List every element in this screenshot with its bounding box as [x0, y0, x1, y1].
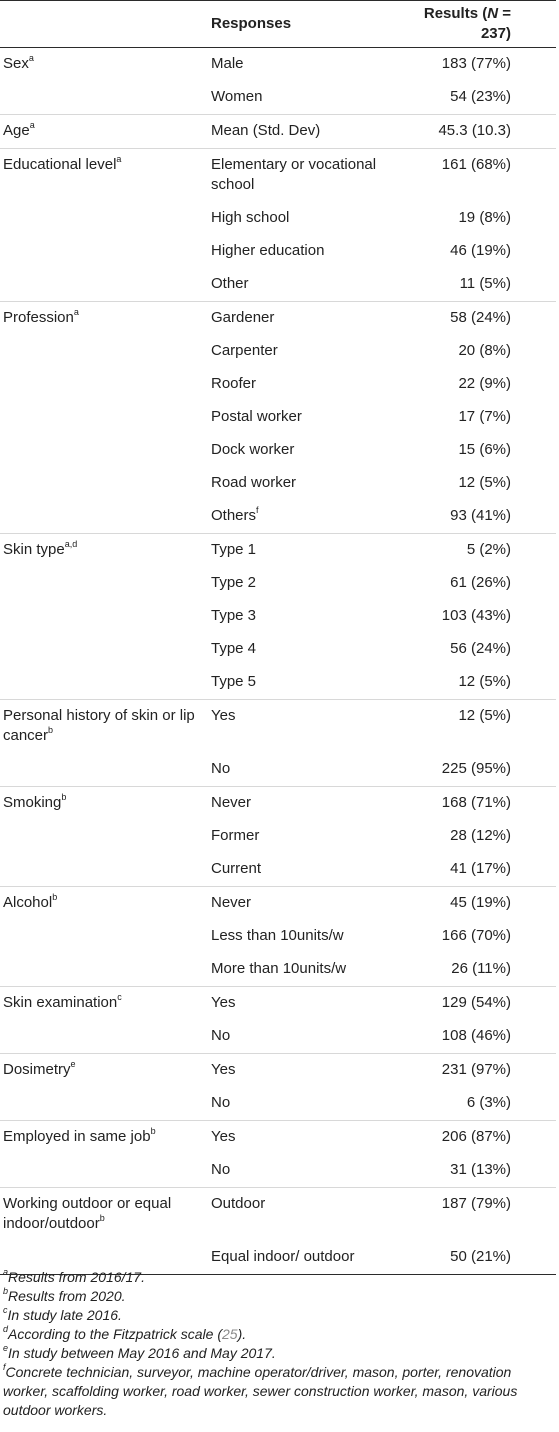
result-cell: 50 (21%) [408, 1241, 556, 1275]
variable-cell [0, 600, 211, 633]
variable-cell [0, 853, 211, 887]
variable-label: Skin type [3, 541, 65, 558]
result-cell: 41 (17%) [450, 860, 511, 877]
response-label: No [211, 1027, 231, 1044]
result-cell: 231 (97%) [408, 1054, 556, 1088]
table-row [0, 753, 556, 787]
response-label: Roofer [211, 375, 257, 392]
response-cell [211, 666, 408, 700]
result-cell: 12 (5%) [458, 673, 511, 690]
result-cell: 56 (24%) [450, 640, 511, 657]
table-row [0, 81, 556, 115]
result-cell: 225 (95%) [441, 760, 511, 777]
response-cell [211, 1020, 408, 1054]
response-cell [211, 1188, 408, 1242]
citation-link[interactable]: 25 [222, 1326, 238, 1342]
variable-cell [0, 202, 211, 235]
response-cell [211, 953, 408, 987]
response-cell [211, 368, 408, 401]
result-cell: 129 (54%) [408, 987, 556, 1021]
variable-cell [0, 48, 211, 82]
response-label: Other [211, 275, 249, 292]
response-cell [211, 48, 408, 82]
table-row [0, 887, 556, 921]
response-cell [211, 1087, 408, 1121]
result-cell: 6 (3%) [466, 1094, 511, 1111]
variable-cell [0, 81, 211, 115]
response-cell [211, 81, 408, 115]
variable-label: Sex [3, 55, 29, 72]
response-cell [211, 534, 408, 568]
result-cell: 161 (68%) [408, 149, 556, 203]
variable-cell [0, 700, 211, 754]
variable-cell [0, 115, 211, 149]
response-cell [211, 633, 408, 666]
result-cell: 54 (23%) [450, 88, 511, 105]
header-variable [0, 1, 211, 48]
response-cell [211, 434, 408, 467]
response-cell [211, 567, 408, 600]
variable-cell [0, 987, 211, 1021]
footnote-mark: a [73, 307, 79, 317]
table-row [0, 401, 556, 434]
result-cell: 103 (43%) [441, 607, 511, 624]
response-cell [211, 920, 408, 953]
result-cell: 166 (70%) [441, 927, 511, 944]
table-row [0, 302, 556, 336]
table-row [0, 115, 556, 149]
response-cell [211, 853, 408, 887]
result-cell: 58 (24%) [408, 302, 556, 336]
response-cell [211, 700, 408, 754]
result-cell: 45.3 (10.3) [408, 115, 556, 149]
table-row [0, 567, 556, 600]
response-cell [211, 787, 408, 821]
variable-cell [0, 268, 211, 302]
footnote-text: Results from 2020. [8, 1288, 126, 1304]
variable-cell [0, 666, 211, 700]
response-label: Postal worker [211, 408, 302, 425]
table-row [0, 368, 556, 401]
response-label: Others [211, 507, 257, 524]
response-label: Type 4 [211, 640, 257, 657]
response-label: Type 5 [211, 673, 257, 690]
result-cell: 22 (9%) [458, 375, 511, 392]
response-label: Less than 10units/w [211, 927, 344, 944]
footnote [3, 1325, 555, 1344]
table-row [0, 853, 556, 887]
footnote-mark: e [3, 1343, 9, 1354]
footnote-mark: b [150, 1126, 156, 1136]
response-label: Yes [211, 707, 236, 724]
footnote-mark: b [48, 725, 54, 735]
table-row [0, 666, 556, 700]
response-label: Equal indoor/ outdoor [211, 1248, 355, 1265]
footnote-text: Concrete technician, surveyor, machine operator/driver, mason, porter, renovation worker, scaffolding worker, road worker, sewer construction worker, mason, various outdoor workers. [3, 1364, 518, 1418]
table-row [0, 202, 556, 235]
response-label: Yes [211, 994, 236, 1011]
table-row [0, 268, 556, 302]
footnote [3, 1344, 555, 1363]
footnote-mark: a,d [64, 539, 78, 549]
table-row [0, 434, 556, 467]
response-cell [211, 235, 408, 268]
table-header [0, 1, 556, 48]
response-cell [211, 115, 408, 149]
variable-label: Educational level [3, 156, 117, 173]
response-label: Carpenter [211, 342, 278, 359]
result-cell: 61 (26%) [450, 574, 511, 591]
variable-label: Alcohol [3, 894, 53, 911]
footnote [3, 1287, 555, 1306]
response-cell [211, 335, 408, 368]
variable-cell [0, 1188, 211, 1242]
table-row [0, 600, 556, 633]
response-label: Type 1 [211, 541, 257, 558]
variable-cell [0, 1121, 211, 1155]
response-label: Never [211, 894, 252, 911]
variable-label: Personal history of skin or lip cancer [3, 707, 195, 744]
result-cell: 31 (13%) [450, 1161, 511, 1178]
response-label: No [211, 1094, 231, 1111]
table-row [0, 149, 556, 203]
response-label: Current [211, 860, 262, 877]
result-cell: 17 (7%) [458, 408, 511, 425]
result-cell: 26 (11%) [451, 960, 511, 977]
header-results: Results (N = 237) [423, 5, 511, 42]
response-label: Former [211, 827, 260, 844]
footnote-mark: a [29, 120, 35, 130]
table-row [0, 1054, 556, 1088]
variable-label: Employed in same job [3, 1128, 151, 1145]
table-row [0, 467, 556, 500]
result-cell: 5 (2%) [408, 534, 556, 568]
variable-cell [0, 820, 211, 853]
footnote [3, 1306, 555, 1325]
variable-cell [0, 467, 211, 500]
variable-label: Dosimetry [3, 1061, 71, 1078]
response-cell [211, 467, 408, 500]
response-label: No [211, 760, 231, 777]
variable-label: Age [3, 122, 30, 139]
variable-cell [0, 787, 211, 821]
response-label: Higher education [211, 242, 325, 259]
result-cell: 46 (19%) [450, 242, 511, 259]
response-cell [211, 1054, 408, 1088]
footnote-text: In study between May 2016 and May 2017. [8, 1345, 276, 1361]
footnote-text: Results from 2016/17. [8, 1269, 145, 1285]
variable-label: Working outdoor or equal indoor/outdoor [3, 1195, 172, 1232]
footnote [3, 1268, 555, 1287]
footnote-mark: c [3, 1305, 8, 1316]
footnote-mark: e [70, 1059, 76, 1069]
response-cell [211, 268, 408, 302]
variable-cell [0, 368, 211, 401]
response-label: Mean (Std. Dev) [211, 122, 321, 139]
variable-label: Skin examination [3, 994, 118, 1011]
variable-cell [0, 887, 211, 921]
table-row [0, 1020, 556, 1054]
result-cell: 28 (12%) [450, 827, 511, 844]
variable-cell [0, 920, 211, 953]
footnotes [3, 1268, 555, 1420]
variable-cell [0, 567, 211, 600]
variable-cell [0, 1020, 211, 1054]
result-cell: 11 (5%) [459, 275, 511, 292]
response-cell [211, 887, 408, 921]
result-cell: 45 (19%) [408, 887, 556, 921]
response-cell [211, 820, 408, 853]
table-row [0, 1188, 556, 1242]
variable-cell [0, 149, 211, 203]
table-row [0, 700, 556, 754]
response-cell [211, 302, 408, 336]
table-row [0, 500, 556, 534]
table-row [0, 235, 556, 268]
variable-cell [0, 335, 211, 368]
result-cell: 206 (87%) [408, 1121, 556, 1155]
variable-cell [0, 633, 211, 666]
response-cell [211, 753, 408, 787]
footnote-mark: b [61, 792, 67, 802]
response-label: Dock worker [211, 441, 295, 458]
table-row [0, 1154, 556, 1188]
header-row [0, 1, 556, 48]
footnote-mark: f [256, 505, 259, 515]
response-cell [211, 987, 408, 1021]
variable-label: Smoking [3, 794, 62, 811]
response-label: Never [211, 794, 252, 811]
footnote-mark: a [116, 154, 122, 164]
variable-cell [0, 1154, 211, 1188]
response-label: Women [211, 88, 263, 105]
response-label: Road worker [211, 474, 297, 491]
result-cell: 19 (8%) [458, 209, 511, 226]
variable-cell [0, 401, 211, 434]
footnote-text: According to the Fitzpatrick scale ( [8, 1326, 222, 1342]
response-label: High school [211, 209, 290, 226]
footnote-mark: c [117, 992, 122, 1002]
response-cell [211, 149, 408, 203]
response-label: Elementary or vocational school [211, 156, 377, 193]
result-cell: 20 (8%) [458, 342, 511, 359]
table-row [0, 633, 556, 666]
response-cell [211, 401, 408, 434]
variable-cell [0, 1087, 211, 1121]
footnote-mark: b [99, 1213, 105, 1223]
footnote-mark: a [3, 1267, 9, 1278]
result-cell: 168 (71%) [408, 787, 556, 821]
response-label: Male [211, 55, 244, 72]
footnote-text: In study late 2016. [7, 1307, 122, 1323]
variable-cell [0, 534, 211, 568]
footnote-text: ). [237, 1326, 247, 1342]
response-label: No [211, 1161, 231, 1178]
variable-cell [0, 235, 211, 268]
result-cell: 93 (41%) [450, 507, 511, 524]
response-label: Yes [211, 1061, 236, 1078]
response-label: Type 2 [211, 574, 257, 591]
footnote-mark: a [28, 53, 34, 63]
table-row [0, 953, 556, 987]
response-label: More than 10units/w [211, 960, 347, 977]
response-label: Yes [211, 1128, 236, 1145]
response-cell [211, 202, 408, 235]
response-cell [211, 1121, 408, 1155]
response-label: Gardener [211, 309, 275, 326]
response-cell [211, 1154, 408, 1188]
result-cell: 183 (77%) [441, 55, 511, 72]
variable-cell [0, 434, 211, 467]
table-row [0, 48, 556, 82]
result-cell: 187 (79%) [408, 1188, 556, 1242]
footnote-mark: d [3, 1324, 9, 1335]
variable-cell [0, 302, 211, 336]
footnote-mark: b [52, 892, 58, 902]
table-row [0, 534, 556, 568]
result-cell: 108 (46%) [441, 1027, 511, 1044]
result-cell: 12 (5%) [458, 474, 511, 491]
variable-cell [0, 500, 211, 534]
table-row [0, 1087, 556, 1121]
response-label: Type 3 [211, 607, 257, 624]
footnote-mark: f [3, 1362, 6, 1373]
response-cell [211, 600, 408, 633]
footnote [3, 1363, 555, 1420]
result-cell: 12 (5%) [408, 700, 556, 754]
table-row [0, 820, 556, 853]
result-cell: 15 (6%) [458, 441, 511, 458]
variable-label: Profession [3, 309, 74, 326]
table-row [0, 787, 556, 821]
response-label: Outdoor [211, 1195, 266, 1212]
header-responses: Responses [211, 15, 292, 32]
response-cell [211, 500, 408, 534]
variable-cell [0, 753, 211, 787]
table-row [0, 987, 556, 1021]
table-row [0, 920, 556, 953]
table-row [0, 335, 556, 368]
variable-cell [0, 953, 211, 987]
table-row [0, 1121, 556, 1155]
variable-cell [0, 1054, 211, 1088]
footnote-mark: b [3, 1286, 9, 1297]
